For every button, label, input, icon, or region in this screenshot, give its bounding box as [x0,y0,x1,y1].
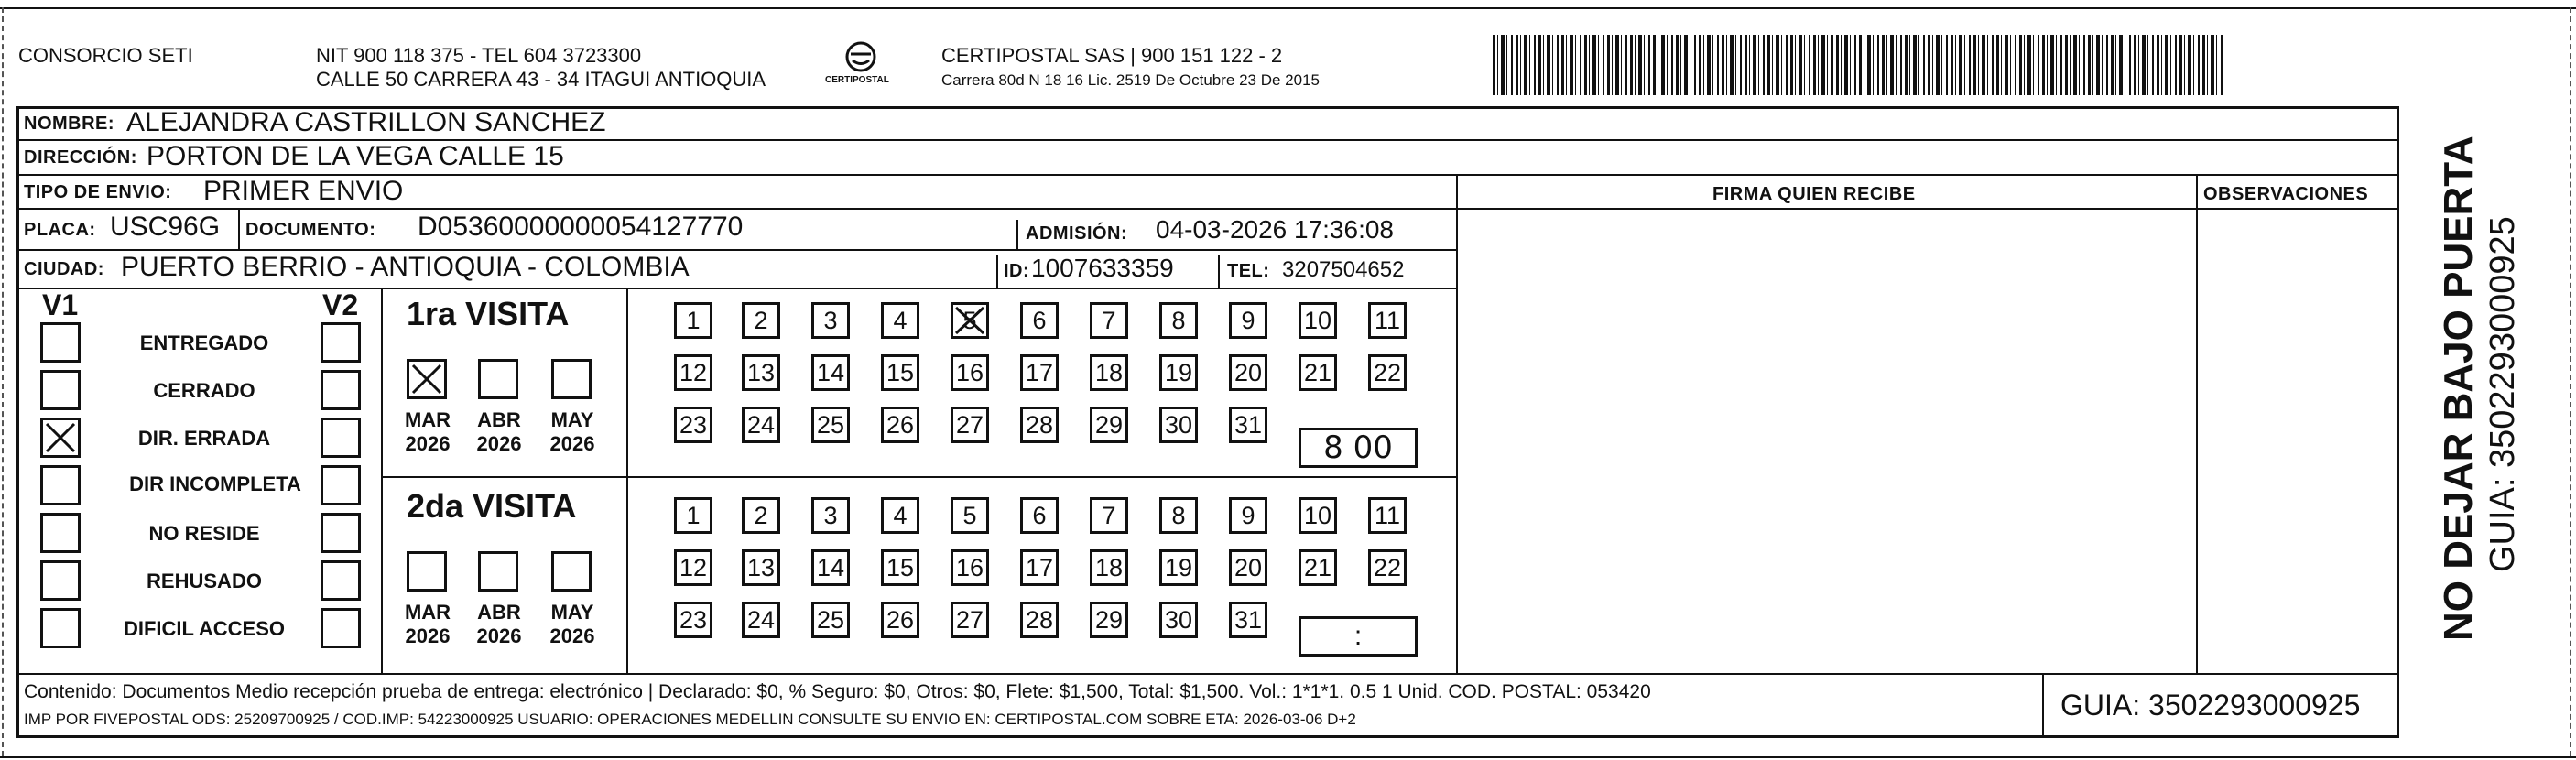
reason-dir-incompleta: DIR INCOMPLETA [129,472,301,495]
second-visit-day-29[interactable]: 29 [1090,602,1128,638]
recipient-address: PORTON DE LA VEGA CALLE 15 [147,141,564,171]
second-visit-day-31[interactable]: 31 [1229,602,1267,638]
v1-no-reside-checkbox[interactable] [40,513,81,553]
first-visit-time-box[interactable]: 8 00 [1299,428,1418,468]
document: D05360000000054127770 [418,212,744,242]
reason-dificil-acceso: DIFICIL ACCESO [123,617,285,640]
second-visit-day-20[interactable]: 20 [1229,549,1267,586]
recipient-id: 1007633359 [1031,254,1174,282]
city: PUERTO BERRIO - ANTIOQUIA - COLOMBIA [121,252,690,282]
second-visit-day-6[interactable]: 6 [1020,497,1059,534]
reason-no-reside: NO RESIDE [148,522,260,545]
id-label: ID: [1004,261,1030,281]
first-visit-day-6[interactable]: 6 [1020,302,1059,339]
second-visit-month-may: MAY 2026 [549,601,595,647]
name-label: NOMBRE: [24,114,115,134]
first-visit-day-1[interactable]: 1 [674,302,712,339]
city-label: CIUDAD: [24,259,104,279]
recipient-name: ALEJANDRA CASTRILLON SANCHEZ [126,107,606,137]
v1-dir-incompleta-checkbox[interactable] [40,465,81,505]
first-visit-day-4[interactable]: 4 [881,302,919,339]
first-visit-day-16[interactable]: 16 [951,354,989,391]
first-visit-day-24[interactable]: 24 [742,407,780,443]
cell-divider [996,255,998,288]
second-visit-day-5[interactable]: 5 [951,497,989,534]
second-visit-day-13[interactable]: 13 [742,549,780,586]
v2-dir-errada-checkbox[interactable] [321,418,361,458]
first-visit-day-27[interactable]: 27 [951,407,989,443]
first-visit-month-mar: MAR 2026 [404,408,451,455]
second-visit-day-26[interactable]: 26 [881,602,919,638]
footer-guide-divider [2042,673,2044,738]
second-visit-day-10[interactable]: 10 [1299,497,1337,534]
second-visit-day-16[interactable]: 16 [951,549,989,586]
second-visit-day-14[interactable]: 14 [811,549,850,586]
second-visit-title: 2da VISITA [407,487,577,525]
document-label: DOCUMENTO: [245,220,376,240]
first-visit-day-11[interactable]: 11 [1368,302,1407,339]
certipostal-logo [820,38,902,93]
first-visit-day-21[interactable]: 21 [1299,354,1337,391]
v1-dir-errada-checkbox[interactable] [40,418,81,458]
v2-entregado-checkbox[interactable] [321,322,361,363]
footer-guide: GUIA: 3502293000925 [2060,689,2361,722]
v2-dir-incompleta-checkbox[interactable] [321,465,361,505]
second-visit-may-checkbox[interactable] [551,551,592,592]
second-visit-day-28[interactable]: 28 [1020,602,1059,638]
second-visit-time-box[interactable]: : [1299,616,1418,657]
admission-datetime: 04-03-2026 17:36:08 [1156,215,1394,244]
second-visit-day-7[interactable]: 7 [1090,497,1128,534]
second-visit-day-22[interactable]: 22 [1368,549,1407,586]
second-visit-day-25[interactable]: 25 [811,602,850,638]
first-visit-day-2[interactable]: 2 [742,302,780,339]
no-dejar-bajo-puerta-notice: NO DEJAR BAJO PUERTA [2436,136,2481,641]
second-visit-month-mar: MAR 2026 [404,601,451,647]
first-visit-day-19[interactable]: 19 [1159,354,1198,391]
company-name: CONSORCIO SETI [18,44,193,67]
second-visit-day-2[interactable]: 2 [742,497,780,534]
second-visit-day-23[interactable]: 23 [674,602,712,638]
v2-header: V2 [322,288,359,321]
second-visit-day-30[interactable]: 30 [1159,602,1198,638]
first-visit-day-8[interactable]: 8 [1159,302,1198,339]
bottom-border [0,756,2576,758]
first-visit-day-18[interactable]: 18 [1090,354,1128,391]
content-line: Contenido: Documentos Medio recepción prueba de entrega: electrónico | Declarado: $0, % Seguro: $0, Otros: $0, Flete: $1,500, Total: $1,500. Vol.: 1*1*1. 0.5 1 Unid. COD. POSTAL: 053420 [24,681,1651,702]
first-visit-day-12[interactable]: 12 [674,354,712,391]
second-visit-day-9[interactable]: 9 [1229,497,1267,534]
first-visit-day-28[interactable]: 28 [1020,407,1059,443]
reason-entregado: ENTREGADO [139,331,269,354]
first-visit-day-25[interactable]: 25 [811,407,850,443]
second-visit-day-1[interactable]: 1 [674,497,712,534]
imp-line: IMP POR FIVEPOSTAL ODS: 25209700925 / COD.IMP: 54223000925 USUARIO: OPERACIONES MEDELLIN CONSULTE SU ENVIO EN: CERTIPOSTAL.COM SOBRE ETA: 2026-03-06 D+2 [24,711,1356,728]
admission-label: ADMISIÓN: [1026,223,1128,244]
reason-cerrado: CERRADO [153,379,255,402]
cell-divider [238,208,240,249]
first-visit-day-26[interactable]: 26 [881,407,919,443]
v1-cerrado-checkbox[interactable] [40,370,81,410]
v2-dificil-acceso-checkbox[interactable] [321,608,361,648]
second-visit-day-15[interactable]: 15 [881,549,919,586]
second-visit-mar-checkbox[interactable] [407,551,447,592]
check-mark-icon [43,420,78,455]
first-visit-day-10[interactable]: 10 [1299,302,1337,339]
second-visit-day-21[interactable]: 21 [1299,549,1337,586]
plate: USC96G [110,212,221,242]
second-visit-day-4[interactable]: 4 [881,497,919,534]
cell-divider [1016,220,1018,249]
first-visit-day-9[interactable]: 9 [1229,302,1267,339]
logo-text: CERTIPOSTAL [825,75,889,85]
reason-rehusado: REHUSADO [147,570,262,592]
months-divider [626,288,628,673]
first-visit-may-checkbox[interactable] [551,359,592,399]
second-visit-month-abr: ABR 2026 [476,601,522,647]
first-visit-abr-checkbox[interactable] [478,359,518,399]
second-visit-day-27[interactable]: 27 [951,602,989,638]
v1-header: V1 [42,288,79,321]
first-visit-day-15[interactable]: 15 [881,354,919,391]
side-guide: GUIA: 3502293000925 [2484,216,2522,572]
second-visit-day-17[interactable]: 17 [1020,549,1059,586]
v1-rehusado-checkbox[interactable] [40,560,81,601]
second-visit-day-11[interactable]: 11 [1368,497,1407,534]
nit-line: NIT 900 118 375 - TEL 604 3723300 [316,44,642,67]
row-line [16,288,1456,289]
check-mark-icon [409,362,444,396]
reasons-divider [381,288,383,673]
row-line [16,208,2399,210]
recipient-tel: 3207504652 [1282,257,1405,282]
second-visit-day-19[interactable]: 19 [1159,549,1198,586]
first-visit-day-3[interactable]: 3 [811,302,850,339]
v1-entregado-checkbox[interactable] [40,322,81,363]
v2-cerrado-checkbox[interactable] [321,370,361,410]
first-visit-day-31[interactable]: 31 [1229,407,1267,443]
plate-label: PLACA: [24,220,96,240]
address-label: DIRECCIÓN: [24,147,137,168]
v2-rehusado-checkbox[interactable] [321,560,361,601]
certipostal-line: CERTIPOSTAL SAS | 900 151 122 - 2 [941,44,1283,67]
tel-label: TEL: [1227,261,1270,281]
ship-type-label: TIPO DE ENVIO: [24,182,172,202]
row-line [16,249,1456,251]
first-visit-day-22[interactable]: 22 [1368,354,1407,391]
second-visit-abr-checkbox[interactable] [478,551,518,592]
right-border [2570,7,2571,756]
signature-header: FIRMA QUIEN RECIBE [1712,184,1916,204]
second-visit-day-18[interactable]: 18 [1090,549,1128,586]
signature-divider [1456,174,1458,673]
first-visit-day-13[interactable]: 13 [742,354,780,391]
second-visit-day-3[interactable]: 3 [811,497,850,534]
left-border [2,7,4,756]
reason-dir-errada: DIR. ERRADA [137,427,271,450]
first-visit-day-29[interactable]: 29 [1090,407,1128,443]
first-visit-day-30[interactable]: 30 [1159,407,1198,443]
license-line: Carrera 80d N 18 16 Lic. 2519 De Octubre 23 De 2015 [941,71,1320,89]
second-visit-day-8[interactable]: 8 [1159,497,1198,534]
first-visit-day-5[interactable]: 5 [951,302,989,339]
second-visit-day-24[interactable]: 24 [742,602,780,638]
first-visit-day-17[interactable]: 17 [1020,354,1059,391]
top-border [0,7,2576,9]
visit-divider [381,476,1456,478]
first-visit-day-14[interactable]: 14 [811,354,850,391]
first-visit-day-7[interactable]: 7 [1090,302,1128,339]
first-visit-month-abr: ABR 2026 [476,408,522,455]
first-visit-title: 1ra VISITA [407,295,570,332]
v1-dificil-acceso-checkbox[interactable] [40,608,81,648]
observations-header: OBSERVACIONES [2203,184,2369,204]
first-visit-month-may: MAY 2026 [549,408,595,455]
observations-divider [2196,174,2198,673]
first-visit-day-20[interactable]: 20 [1229,354,1267,391]
first-visit-day-23[interactable]: 23 [674,407,712,443]
ship-type: PRIMER ENVIO [203,176,404,206]
address-line: CALLE 50 CARRERA 43 - 34 ITAGUI ANTIOQUIA [316,68,766,91]
cell-divider [1218,255,1220,288]
v2-no-reside-checkbox[interactable] [321,513,361,553]
second-visit-day-12[interactable]: 12 [674,549,712,586]
barcode [1493,35,2225,95]
first-visit-mar-checkbox[interactable] [407,359,447,399]
